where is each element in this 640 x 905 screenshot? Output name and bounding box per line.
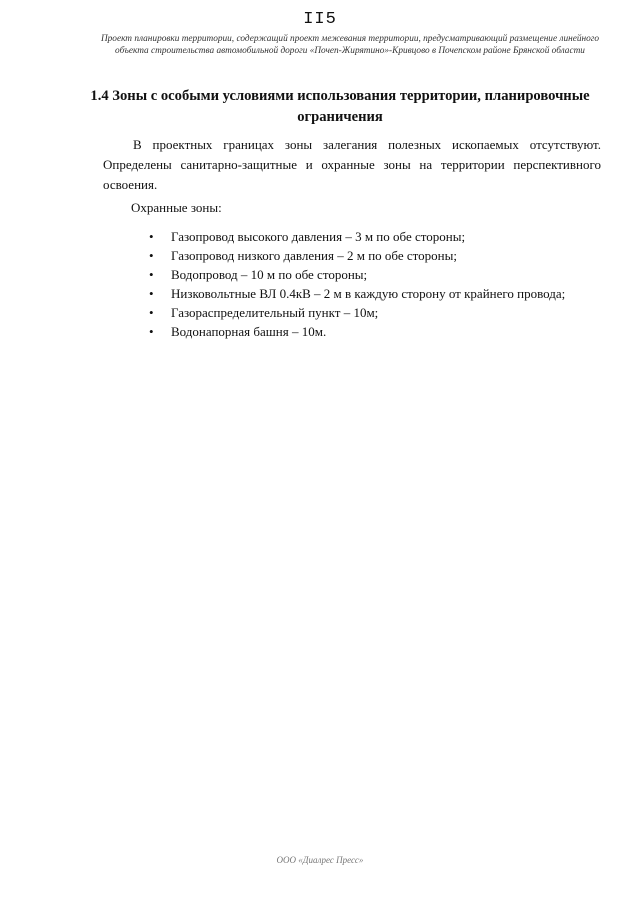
body-paragraph: В проектных границах зоны залегания полезных ископаемых отсутствуют. Определены санитарно-защитные и охранные зоны на территории перспективного освоения. <box>103 137 601 192</box>
bullet-icon: • <box>149 248 154 263</box>
bullet-icon: • <box>149 305 154 320</box>
running-header: Проект планировки территории, содержащий проект межевания территории, предусматривающий размещение линейного объекта строительства автомобильной дороги «Почеп-Жирятино»-Кривцово в Почепском районе Брянской области <box>100 34 600 56</box>
list-item <box>147 265 607 284</box>
list-item-text: Газопровод высокого давления – 3 м по обе стороны; <box>171 229 466 244</box>
page-footer: ООО «Диалрес Пресс» <box>276 855 364 865</box>
bullet-icon: • <box>149 229 154 244</box>
list-item-text: Низковольтные ВЛ 0.4кВ – 2 м в каждую сторону от крайнего провода; <box>171 286 566 301</box>
list-item <box>147 227 607 246</box>
list-item-text: Водонапорная башня – 10м. <box>171 324 327 339</box>
list-item-text: Газопровод низкого давления – 2 м по обе стороны; <box>171 248 457 263</box>
bullet-icon: • <box>149 286 154 301</box>
list-intro: Охранные зоны: <box>131 200 222 215</box>
list-item <box>147 322 607 341</box>
section-title: 1.4 Зоны с особыми условиями использования территории, планировочные ограничения <box>90 88 590 125</box>
protected-zones-list <box>147 227 607 341</box>
list-item <box>147 303 607 322</box>
bullet-icon: • <box>149 324 154 339</box>
list-item-text: Газораспределительный пункт – 10м; <box>171 305 379 320</box>
page-number: II5 <box>303 10 337 29</box>
bullet-icon: • <box>149 267 154 282</box>
list-item <box>147 284 607 303</box>
list-item <box>147 246 607 265</box>
list-item-text: Водопровод – 10 м по обе стороны; <box>171 267 368 282</box>
